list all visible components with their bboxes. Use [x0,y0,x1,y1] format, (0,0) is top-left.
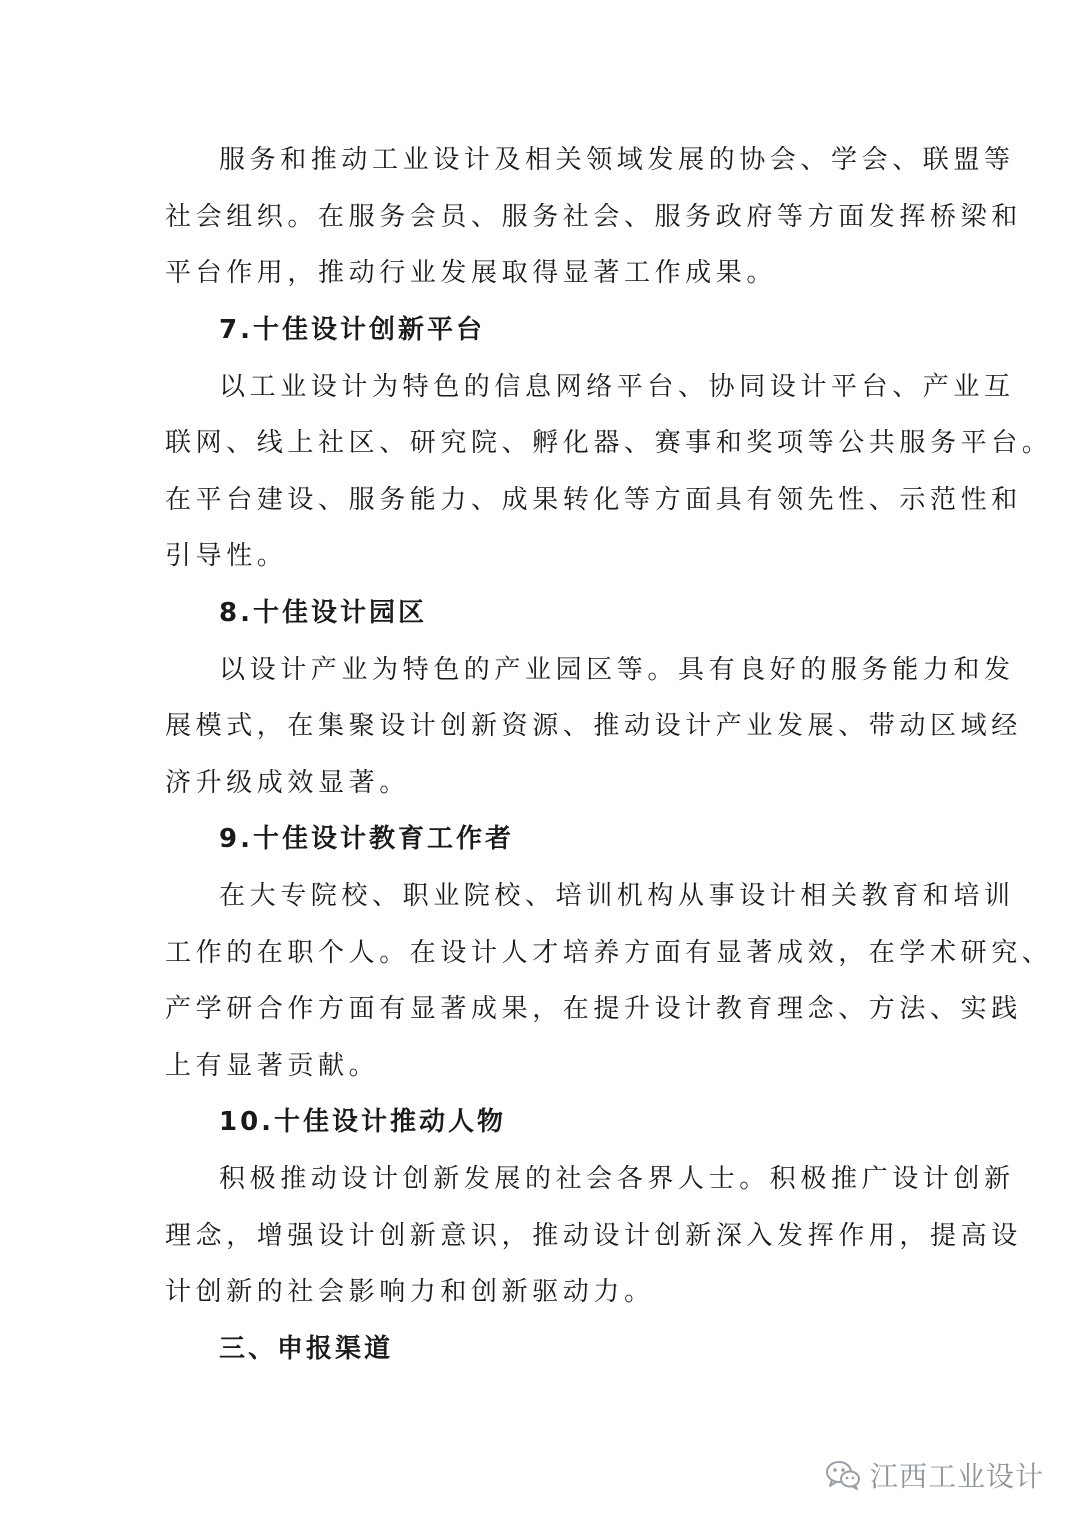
paragraph-line: 以设计产业为特色的产业园区等。具有良好的服务能力和发 [219,655,1015,685]
paragraph-line: 积极推动设计创新发展的社会各界人士。积极推广设计创新 [219,1164,1015,1194]
paragraph-line: 联网、线上社区、研究院、孵化器、赛事和奖项等公共服务平台。 [165,428,1053,458]
paragraph-line: 以工业设计为特色的信息网络平台、协同设计平台、产业互 [219,372,1015,402]
watermark-text: 江西工业设计 [869,1460,1044,1493]
section-heading-7: 7.十佳设计创新平台 [219,315,485,345]
paragraph-line: 上有显著贡献。 [165,1051,380,1081]
paragraph-line: 在大专院校、职业院校、培训机构从事设计相关教育和培训 [219,881,1015,911]
paragraph-line: 产学研合作方面有显著成果，在提升设计教育理念、方法、实践 [165,994,1022,1024]
paragraph-line: 理念，增强设计创新意识，推动设计创新深入发挥作用，提高设 [165,1221,1022,1251]
paragraph-line: 在平台建设、服务能力、成果转化等方面具有领先性、示范性和 [165,485,1022,515]
section-heading-3: 三、申报渠道 [219,1334,394,1364]
paragraph-line: 展模式，在集聚设计创新资源、推动设计产业发展、带动区域经 [165,711,1022,741]
paragraph-line: 计创新的社会影响力和创新驱动力。 [165,1277,655,1307]
paragraph-line: 服务和推动工业设计及相关领域发展的协会、学会、联盟等 [219,145,1015,175]
watermark [824,1455,1044,1495]
paragraph-line: 平台作用，推动行业发展取得显著工作成果。 [165,258,778,288]
paragraph-line: 工作的在职个人。在设计人才培养方面有显著成效，在学术研究、 [165,938,1053,968]
paragraph-line: 社会组织。在服务会员、服务社会、服务政府等方面发挥桥梁和 [165,202,1022,232]
paragraph-line: 济升级成效显著。 [165,768,410,798]
section-heading-8: 8.十佳设计园区 [219,598,427,628]
wechat-icon [824,1459,862,1491]
section-heading-9: 9.十佳设计教育工作者 [219,824,514,854]
paragraph-line: 引导性。 [165,541,288,571]
section-heading-10: 10.十佳设计推动人物 [219,1107,507,1137]
